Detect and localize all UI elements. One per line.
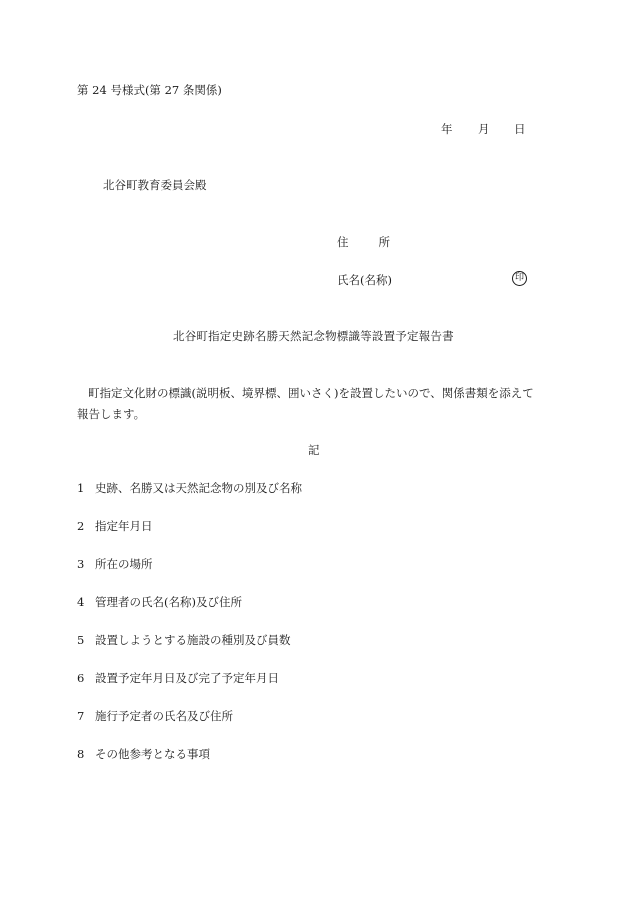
body-paragraph: 町指定文化財の標識(説明板、境界標、囲いさく)を設置したいので、関係書類を添えて報告します。: [77, 386, 534, 421]
list-item: [77, 518, 302, 556]
item-number: 3: [77, 557, 85, 571]
date-day-label: 日: [514, 122, 526, 136]
list-item: [77, 708, 302, 746]
list-item: [77, 594, 302, 632]
date-year-label: 年: [441, 122, 453, 136]
item-text: 設置予定年月日及び完了予定年月日: [95, 671, 279, 685]
item-list: [77, 480, 302, 784]
address-label-part-1: 住: [337, 235, 349, 249]
list-item: [77, 746, 302, 784]
ki-heading: 記: [308, 443, 320, 457]
seal-mark: 印: [512, 271, 527, 286]
item-number: 5: [77, 633, 85, 647]
item-text: 施行予定者の氏名及び住所: [95, 709, 233, 723]
name-label: 氏名(名称): [337, 273, 392, 287]
address-label-part-2: 所: [378, 235, 390, 249]
item-text: 所在の場所: [95, 557, 153, 571]
list-item: [77, 632, 302, 670]
item-number: 7: [77, 709, 85, 723]
item-number: 8: [77, 747, 85, 761]
item-text: 管理者の氏名(名称)及び住所: [95, 595, 242, 609]
item-text: その他参考となる事項: [95, 747, 210, 761]
list-item: [77, 480, 302, 518]
item-text: 史跡、名勝又は天然記念物の別及び名称: [95, 481, 302, 495]
item-number: 6: [77, 671, 85, 685]
item-text: 設置しようとする施設の種別及び員数: [95, 633, 291, 647]
item-number: 1: [77, 481, 85, 495]
document-title: 北谷町指定史跡名勝天然記念物標識等設置予定報告書: [173, 329, 454, 343]
list-item: [77, 670, 302, 708]
item-text: 指定年月日: [95, 519, 153, 533]
date-month-label: 月: [478, 122, 490, 136]
addressee: 北谷町教育委員会殿: [103, 178, 207, 192]
list-item: [77, 556, 302, 594]
address-label: [337, 234, 390, 251]
form-number: 第 24 号様式(第 27 条関係): [77, 83, 222, 97]
item-number: 2: [77, 519, 85, 533]
item-number: 4: [77, 595, 85, 609]
